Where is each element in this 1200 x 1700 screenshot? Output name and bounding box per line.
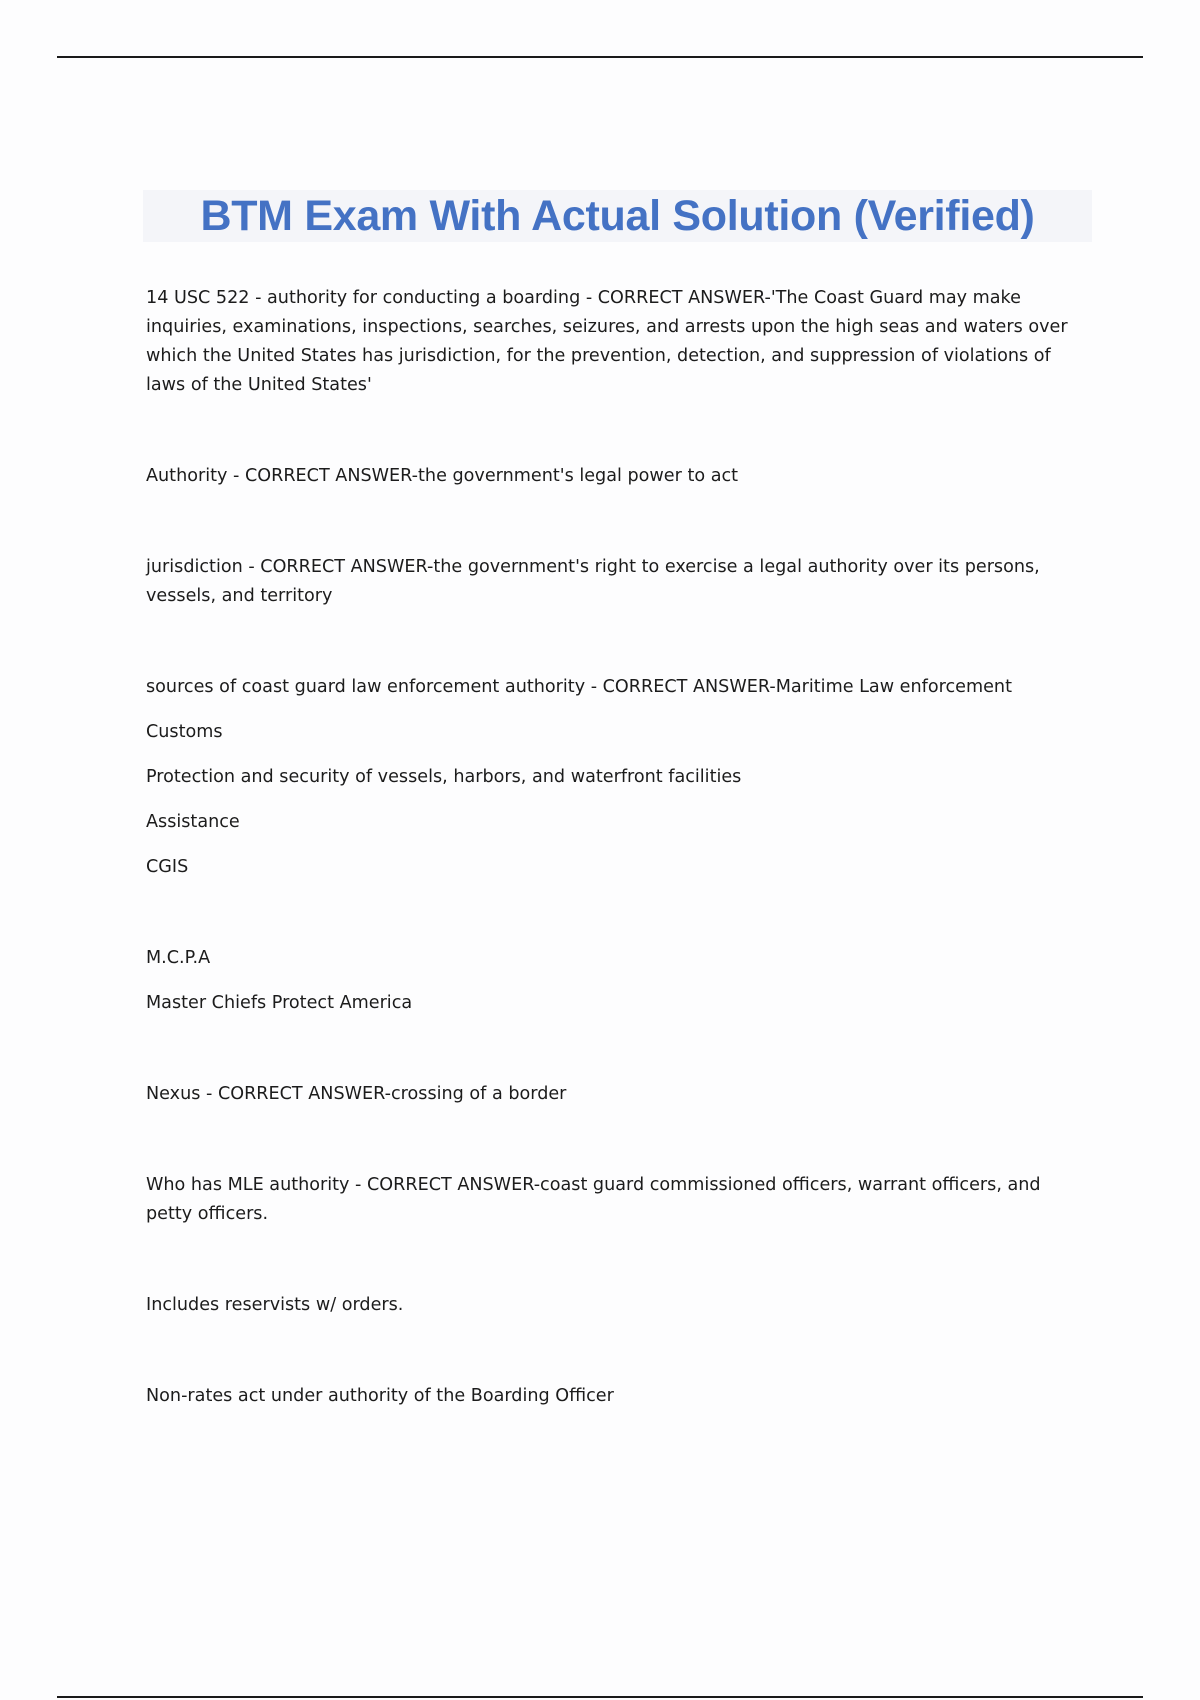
note-reservists: Includes reservists w/ orders. — [146, 1295, 404, 1315]
header-rule — [57, 56, 1143, 58]
mnemonic-acronym: M.C.P.A — [146, 948, 211, 968]
note-non-rates: Non-rates act under authority of the Boarding Officer — [146, 1386, 614, 1406]
source-assistance: Assistance — [146, 812, 240, 832]
source-protection: Protection and security of vessels, harbors, and waterfront facilities — [146, 767, 742, 787]
document-title: BTM Exam With Actual Solution (Verified) — [200, 192, 1035, 240]
source-customs: Customs — [146, 722, 223, 742]
title-band — [143, 190, 1092, 242]
document-body — [146, 284, 1086, 1411]
mnemonic-expansion: Master Chiefs Protect America — [146, 993, 413, 1013]
footer-rule — [57, 1696, 1143, 1698]
qa-jurisdiction: jurisdiction - CORRECT ANSWER-the government's right to exercise a legal authority over its persons, vessels, and territory — [146, 557, 1040, 606]
qa-nexus: Nexus - CORRECT ANSWER-crossing of a border — [146, 1084, 567, 1104]
qa-mle-authority: Who has MLE authority - CORRECT ANSWER-coast guard commissioned officers, warrant officers, and petty officers. — [146, 1175, 1041, 1224]
qa-authority: Authority - CORRECT ANSWER-the government's legal power to act — [146, 466, 739, 486]
source-cgis: CGIS — [146, 857, 189, 877]
qa-sources: sources of coast guard law enforcement authority - CORRECT ANSWER-Maritime Law enforcement — [146, 677, 1012, 697]
qa-usc-522: 14 USC 522 - authority for conducting a boarding - CORRECT ANSWER-'The Coast Guard may make inquiries, examinations, inspections, searches, seizures, and arrests upon the high seas and waters over which the United States has jurisdiction, for the prevention, detection, and suppression of violations of laws of the United States' — [146, 288, 1068, 395]
